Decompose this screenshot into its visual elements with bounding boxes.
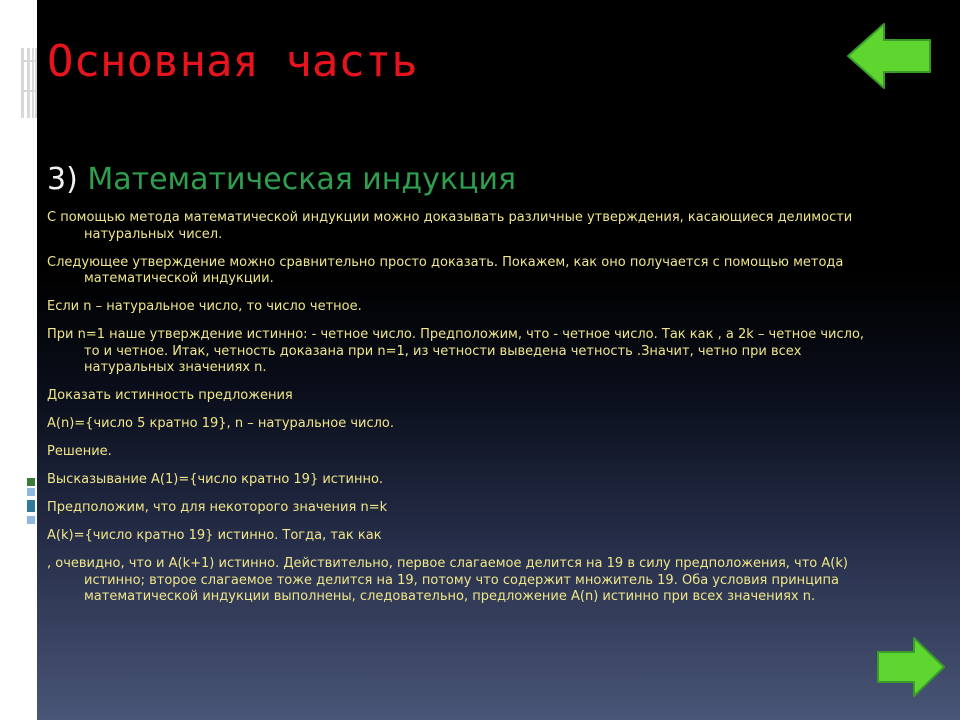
- body-paragraph: Предположим, что для некоторого значения n=k: [47, 500, 388, 515]
- body-paragraph: Доказать истинность предложения: [47, 388, 293, 403]
- slide-body: [47, 210, 872, 617]
- body-paragraph: Если n – натуральное число, то число четное.: [47, 299, 362, 314]
- body-paragraph: Высказывание A(1)={число кратно 19} истинно.: [47, 472, 384, 487]
- slide-title: Основная часть: [47, 36, 418, 87]
- section-heading: [47, 162, 516, 197]
- section-title: Математическая индукция: [87, 162, 516, 197]
- body-paragraph: A(k)={число кратно 19} истинно. Тогда, так как: [47, 528, 382, 543]
- body-paragraph: Решение.: [47, 444, 112, 459]
- body-paragraph: A(n)={число 5 кратно 19}, n – натуральное число.: [47, 416, 395, 431]
- arrow-left-icon[interactable]: [846, 22, 932, 90]
- body-paragraph: , очевидно, что и A(k+1) истинно. Действительно, первое слагаемое делится на 19 в силу предположения, что A(k) истинно; второе слагаемое тоже делится на 19, потому что содержит множитель 19. Оба условия принципа математической индукции выполнены, следовательно, предложение A(n) истинно при всех значениях n.: [47, 556, 848, 604]
- arrow-right-icon[interactable]: [876, 636, 946, 698]
- section-number: 3): [47, 162, 78, 197]
- body-paragraph: Следующее утверждение можно сравнительно просто доказать. Покажем, как оно получается с помощью метода математической индукции.: [47, 254, 844, 286]
- body-paragraph: При n=1 наше утверждение истинно: - четное число. Предположим, что - четное число. Так как , а 2k – четное число, то и четное. Итак, четность доказана при n=1, из четности выведена четность .Значит, четно при всех натуральных значениях n.: [47, 327, 865, 375]
- body-paragraph: С помощью метода математической индукции можно доказывать различные утверждения, касающиеся делимости натуральных чисел.: [47, 210, 853, 242]
